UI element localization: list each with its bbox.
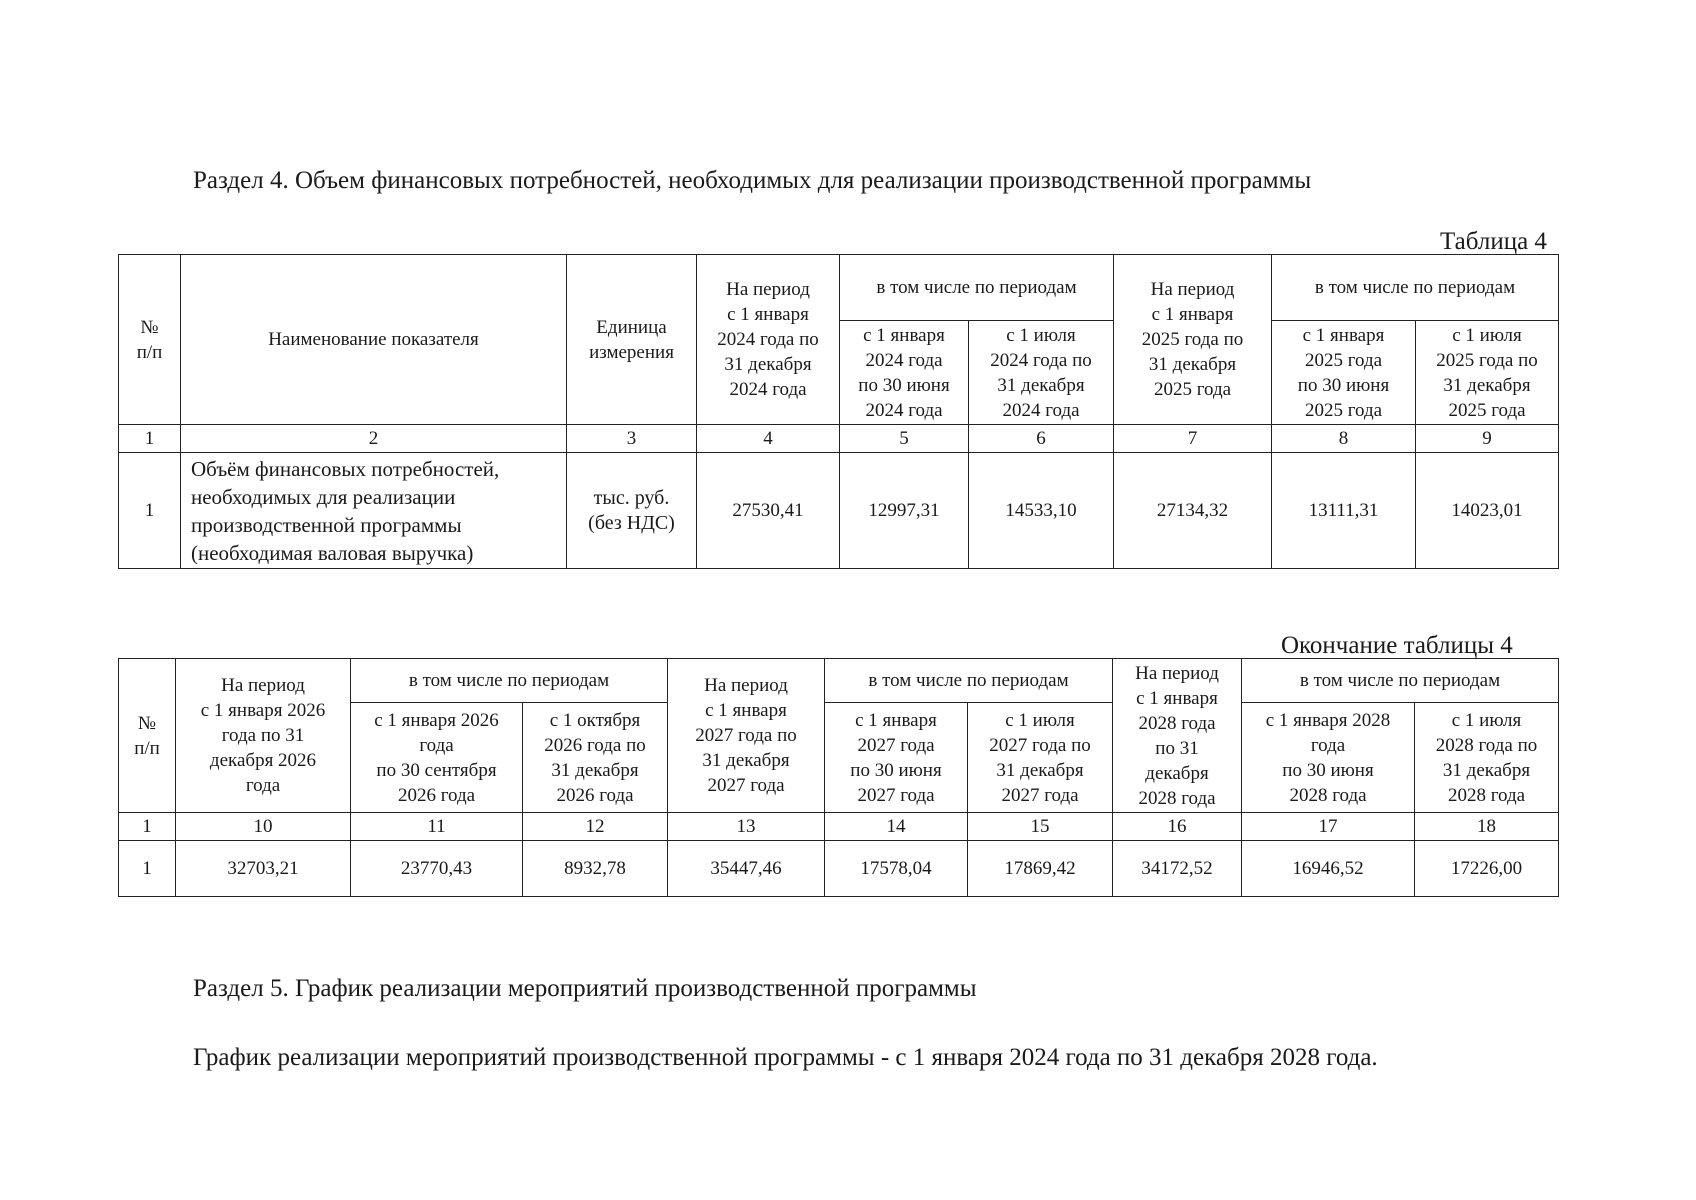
header-h2-2028: с 1 июля 2028 года по 31 декабря 2028 года bbox=[1415, 703, 1559, 813]
col-number: 2 bbox=[181, 425, 567, 453]
value-period-2025: 27134,32 bbox=[1114, 453, 1272, 569]
header-h2-2024: с 1 июля 2024 года по 31 декабря 2024 года bbox=[969, 321, 1114, 425]
value-h2-2025: 14023,01 bbox=[1416, 453, 1559, 569]
row-num: 1 bbox=[119, 841, 176, 897]
header-h1-2025: с 1 января 2025 года по 30 июня 2025 года bbox=[1272, 321, 1416, 425]
col-number: 11 bbox=[351, 813, 523, 841]
header-h1-2024: с 1 января 2024 года по 30 июня 2024 года bbox=[840, 321, 969, 425]
header-h2-2027: с 1 июля 2027 года по 31 декабря 2027 года bbox=[968, 703, 1113, 813]
header-num: № п/п bbox=[119, 255, 181, 425]
col-number: 6 bbox=[969, 425, 1114, 453]
value-period-2027: 35447,46 bbox=[668, 841, 825, 897]
section-4-heading: Раздел 4. Объем финансовых потребностей, необходимых для реализации производственной программы bbox=[193, 167, 1312, 194]
col-number: 5 bbox=[840, 425, 969, 453]
section-5-heading: Раздел 5. График реализации мероприятий производственной программы bbox=[193, 975, 977, 1002]
value-h2-2027: 17869,42 bbox=[968, 841, 1113, 897]
col-number: 14 bbox=[825, 813, 968, 841]
value-h1-2027: 17578,04 bbox=[825, 841, 968, 897]
table-4-end-caption: Окончание таблицы 4 bbox=[1281, 632, 1513, 659]
col-number: 16 bbox=[1113, 813, 1242, 841]
value-h1-2024: 12997,31 bbox=[840, 453, 969, 569]
col-number: 15 bbox=[968, 813, 1113, 841]
column-number-row bbox=[119, 425, 1559, 453]
value-period-2028: 34172,52 bbox=[1113, 841, 1242, 897]
header-h1-2026: с 1 января 2026 года по 30 сентября 2026 года bbox=[351, 703, 523, 813]
row-num: 1 bbox=[119, 453, 181, 569]
col-number: 10 bbox=[176, 813, 351, 841]
table-row bbox=[119, 841, 1559, 897]
header-subperiods-2028: в том числе по периодам bbox=[1242, 659, 1559, 703]
col-number: 18 bbox=[1415, 813, 1559, 841]
header-h1-2027: с 1 января 2027 года по 30 июня 2027 года bbox=[825, 703, 968, 813]
value-h2-2028: 17226,00 bbox=[1415, 841, 1559, 897]
table-4-end bbox=[118, 658, 1559, 897]
header-subperiods-2025: в том числе по периодам bbox=[1272, 255, 1559, 321]
col-number: 13 bbox=[668, 813, 825, 841]
header-period-2027: На период с 1 января 2027 года по 31 декабря 2027 года bbox=[668, 659, 825, 813]
row-indicator-name: Объём финансовых потребностей, необходимых для реализации производственной программы (необходимая валовая выручка) bbox=[181, 453, 567, 569]
value-h2-2026: 8932,78 bbox=[523, 841, 668, 897]
column-number-row bbox=[119, 813, 1559, 841]
header-unit: Единица измерения bbox=[567, 255, 697, 425]
col-number: 4 bbox=[697, 425, 840, 453]
table-4-caption: Таблица 4 bbox=[1440, 228, 1547, 255]
header-subperiods-2027: в том числе по периодам bbox=[825, 659, 1113, 703]
header-h2-2025: с 1 июля 2025 года по 31 декабря 2025 года bbox=[1416, 321, 1559, 425]
value-h2-2024: 14533,10 bbox=[969, 453, 1114, 569]
table-row bbox=[119, 453, 1559, 569]
header-name: Наименование показателя bbox=[181, 255, 567, 425]
col-number: 9 bbox=[1416, 425, 1559, 453]
value-h1-2026: 23770,43 bbox=[351, 841, 523, 897]
col-number: 17 bbox=[1242, 813, 1415, 841]
row-unit: тыс. руб. (без НДС) bbox=[567, 453, 697, 569]
header-subperiods-2026: в том числе по периодам bbox=[351, 659, 668, 703]
header-num: № п/п bbox=[119, 659, 176, 813]
col-number: 1 bbox=[119, 813, 176, 841]
header-h1-2028: с 1 января 2028 года по 30 июня 2028 года bbox=[1242, 703, 1415, 813]
value-h1-2025: 13111,31 bbox=[1272, 453, 1416, 569]
col-number: 1 bbox=[119, 425, 181, 453]
value-period-2024: 27530,41 bbox=[697, 453, 840, 569]
value-period-2026: 32703,21 bbox=[176, 841, 351, 897]
header-period-2025: На период с 1 января 2025 года по 31 декабря 2025 года bbox=[1114, 255, 1272, 425]
col-number: 8 bbox=[1272, 425, 1416, 453]
section-5-text: График реализации мероприятий производственной программы - с 1 января 2024 года по 31 декабря 2028 года. bbox=[193, 1044, 1378, 1071]
header-period-2026: На период с 1 января 2026 года по 31 декабря 2026 года bbox=[176, 659, 351, 813]
header-period-2024: На период с 1 января 2024 года по 31 декабря 2024 года bbox=[697, 255, 840, 425]
col-number: 12 bbox=[523, 813, 668, 841]
value-h1-2028: 16946,52 bbox=[1242, 841, 1415, 897]
col-number: 3 bbox=[567, 425, 697, 453]
header-period-2028: На период с 1 января 2028 года по 31 декабря 2028 года bbox=[1113, 659, 1242, 813]
table-4 bbox=[118, 254, 1559, 569]
header-h2-2026: с 1 октября 2026 года по 31 декабря 2026 года bbox=[523, 703, 668, 813]
col-number: 7 bbox=[1114, 425, 1272, 453]
header-subperiods-2024: в том числе по периодам bbox=[840, 255, 1114, 321]
